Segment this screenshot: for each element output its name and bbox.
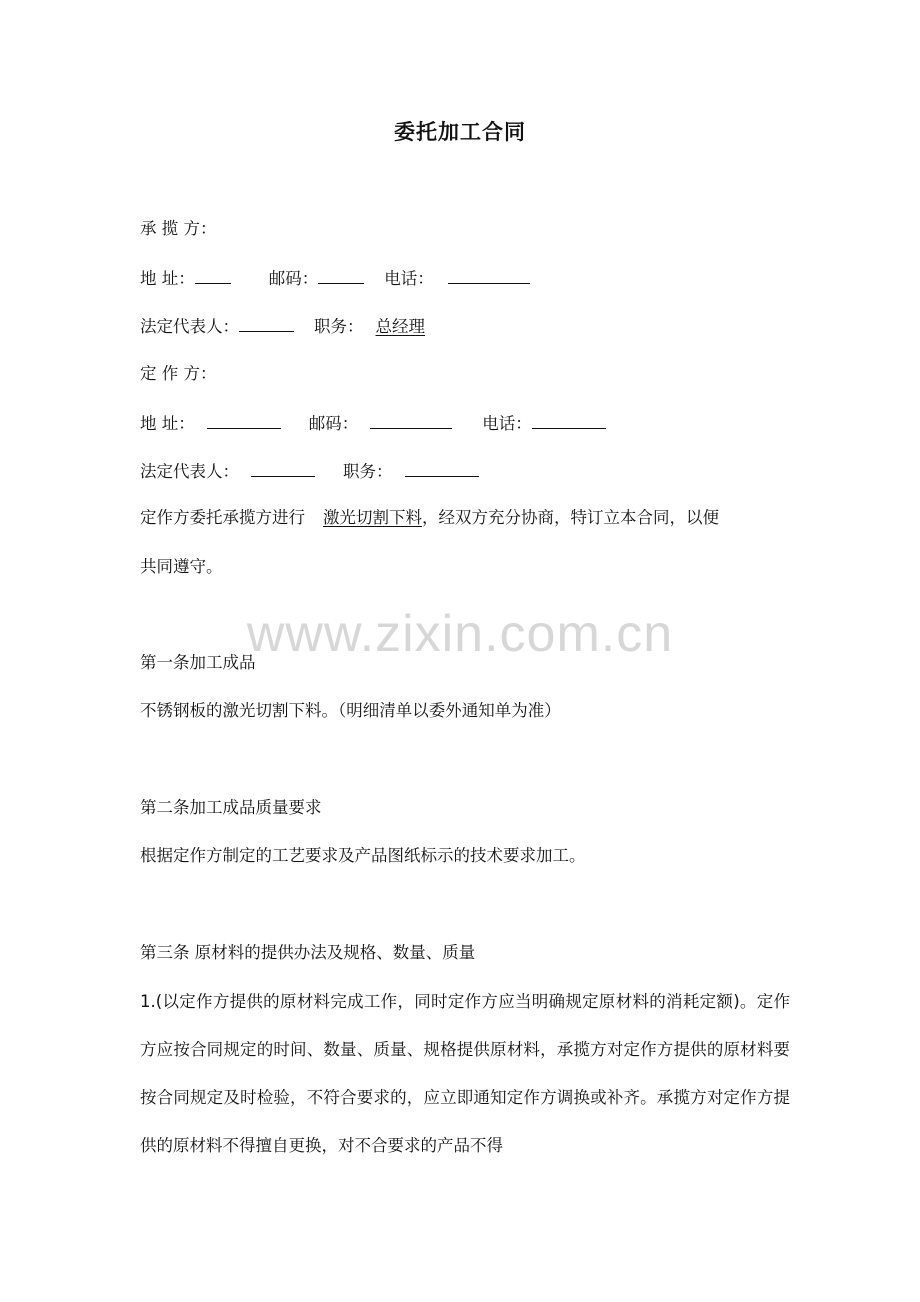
client-address-blank (207, 411, 281, 429)
client-address-label: 地 址： (140, 414, 195, 433)
client-phone-blank (532, 411, 606, 429)
article2-heading: 第二条加工成品质量要求 (140, 798, 322, 817)
intro-line-2: 共同遵守。 (140, 557, 223, 576)
contractor-contact-line (140, 266, 530, 290)
contractor-address-blank (195, 266, 231, 284)
contractor-postcode-blank (318, 266, 364, 284)
contractor-postcode-label: 邮码： (268, 269, 319, 288)
contractor-label: 承 揽 方： (140, 219, 217, 238)
intro-service: 激光切割下料 (323, 508, 422, 527)
client-postcode-label: 邮码： (308, 414, 359, 433)
article1-text: 不锈钢板的激光切割下料。（明细清单以委外通知单为准） (140, 701, 561, 720)
article3-text: 1.(以定作方提供的原材料完成工作，同时定作方应当明确规定原材料的消耗定额)。定作方应按合同规定的时间、数量、质量、规格提供原材料，承揽方对定作方提供的原材料要按合同规定及时检验，不符合要求的，应立即通知定作方调换或补齐。承揽方对定作方提供的原材料不得擅自更换，对不合要求的产品不得 (140, 992, 790, 1155)
client-legal-rep-label: 法定代表人： (140, 462, 239, 481)
contractor-legal-rep-blank (239, 314, 294, 332)
article1-heading: 第一条加工成品 (140, 653, 256, 672)
watermark-text: www.zixin.com.cn (246, 605, 674, 663)
contractor-position-label: 职务： (314, 317, 364, 336)
document-title: 委托加工合同 (394, 120, 526, 144)
contractor-legal-rep-label: 法定代表人： (140, 317, 239, 336)
contractor-phone-label: 电话： (384, 269, 434, 288)
client-label: 定 作 方： (140, 364, 217, 383)
intro-part2: ，经双方充分协商，特订立本合同，以便 (422, 508, 719, 527)
contractor-address-label: 地 址： (140, 269, 195, 288)
client-position-blank (405, 459, 479, 477)
intro-line-1 (140, 507, 719, 529)
client-position-label: 职务： (343, 462, 393, 481)
contractor-position-value: 总经理 (375, 317, 425, 336)
client-legal-rep-blank (251, 459, 315, 477)
contractor-rep-line (140, 314, 425, 338)
client-rep-line (140, 459, 479, 483)
client-phone-label: 电话： (482, 414, 532, 433)
article2-text: 根据定作方制定的工艺要求及产品图纸标示的技术要求加工。 (140, 846, 586, 865)
article3-heading: 第三条 原材料的提供办法及规格、数量、质量 (140, 943, 476, 962)
client-contact-line (140, 411, 606, 435)
intro-part1: 定作方委托承揽方进行 (140, 508, 305, 527)
client-postcode-blank (370, 411, 452, 429)
contractor-phone-blank (448, 266, 530, 284)
